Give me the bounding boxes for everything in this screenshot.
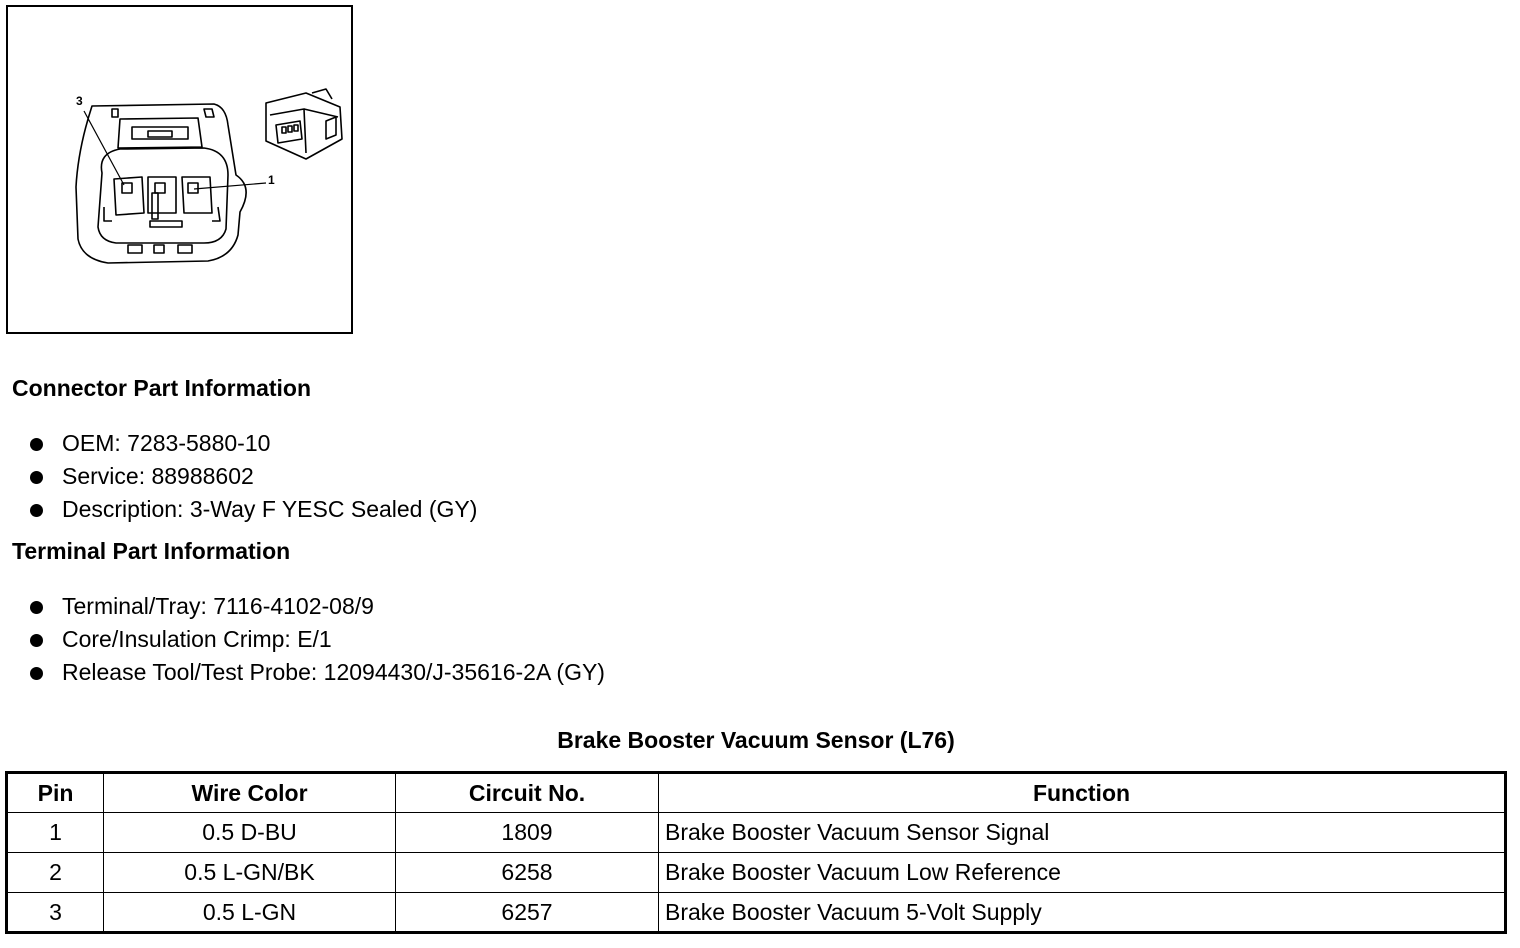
list-item — [0, 590, 605, 623]
table-row — [7, 813, 1506, 853]
list-item — [0, 493, 477, 526]
pin-cell: 2 — [7, 853, 104, 893]
callout-pin-3: 3 — [76, 94, 83, 108]
wire-color-cell: 0.5 L-GN — [104, 893, 396, 933]
circuit-no-cell: 1809 — [396, 813, 659, 853]
terminal-part-info-heading: Terminal Part Information — [12, 538, 291, 564]
circuit-no-cell: 6258 — [396, 853, 659, 893]
function-cell: Brake Booster Vacuum Sensor Signal — [659, 813, 1506, 853]
circuit-no-cell: 6257 — [396, 893, 659, 933]
bullet-icon — [30, 471, 43, 484]
callout-pin-1: 1 — [268, 173, 275, 187]
function-cell: Brake Booster Vacuum Low Reference — [659, 853, 1506, 893]
crimp-text: Core/Insulation Crimp: E/1 — [62, 626, 332, 652]
wire-color-cell: 0.5 L-GN/BK — [104, 853, 396, 893]
list-item — [0, 656, 605, 689]
table-row — [7, 893, 1506, 933]
header-pin: Pin — [7, 773, 104, 813]
connector-face-drawing — [8, 7, 351, 332]
connector-illustration — [6, 5, 353, 334]
service-part-text: Service: 88988602 — [62, 463, 254, 489]
wire-color-cell: 0.5 D-BU — [104, 813, 396, 853]
list-item — [0, 460, 477, 493]
table-header-row — [7, 773, 1506, 813]
function-cell: Brake Booster Vacuum 5-Volt Supply — [659, 893, 1506, 933]
pinout-table-title: Brake Booster Vacuum Sensor (L76) — [557, 727, 955, 753]
header-circuit-no: Circuit No. — [396, 773, 659, 813]
terminal-part-info-list — [0, 590, 605, 689]
bullet-icon — [30, 634, 43, 647]
pin-cell: 1 — [7, 813, 104, 853]
list-item — [0, 623, 605, 656]
table-row — [7, 853, 1506, 893]
bullet-icon — [30, 438, 43, 451]
bullet-icon — [30, 667, 43, 680]
bullet-icon — [30, 601, 43, 614]
pin-cell: 3 — [7, 893, 104, 933]
description-text: Description: 3-Way F YESC Sealed (GY) — [62, 496, 478, 522]
release-tool-text: Release Tool/Test Probe: 12094430/J-35616-2A (GY) — [62, 659, 605, 685]
connector-part-info-heading: Connector Part Information — [12, 375, 312, 401]
header-wire-color: Wire Color — [104, 773, 396, 813]
oem-part-text: OEM: 7283-5880-10 — [62, 430, 271, 456]
header-function: Function — [659, 773, 1506, 813]
bullet-icon — [30, 504, 43, 517]
pinout-table — [5, 771, 1507, 934]
list-item — [0, 427, 477, 460]
terminal-tray-text: Terminal/Tray: 7116-4102-08/9 — [62, 593, 374, 619]
connector-part-info-list — [0, 427, 477, 526]
